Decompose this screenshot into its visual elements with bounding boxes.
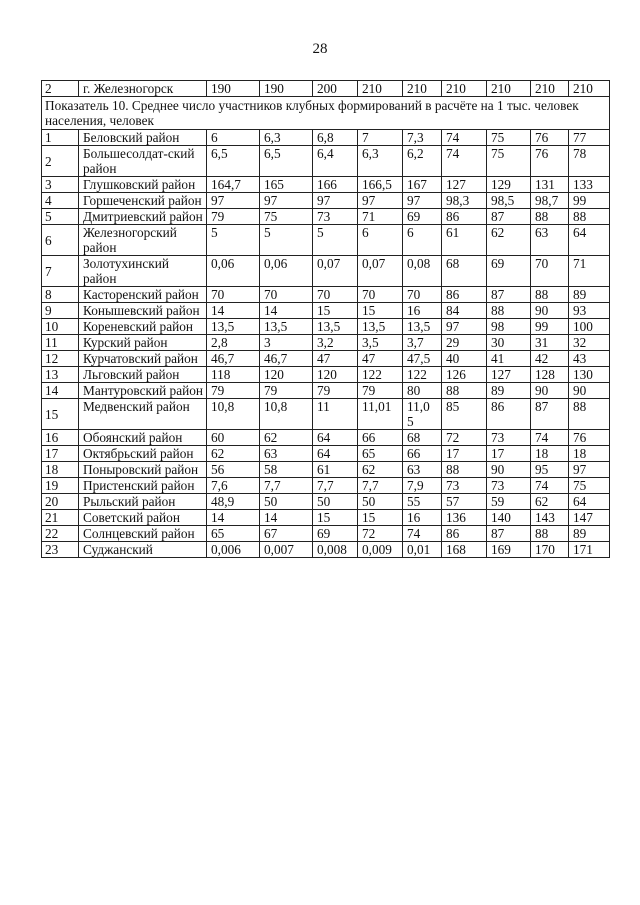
row-name: Курчатовский район	[79, 351, 207, 367]
cell-value: 32	[569, 335, 610, 351]
cell-value: 65	[358, 446, 403, 462]
cell-value: 64	[569, 225, 610, 256]
cell-value: 88	[569, 399, 610, 430]
cell-value: 130	[569, 367, 610, 383]
cell-value: 13,5	[358, 319, 403, 335]
cell-value: 14	[260, 510, 313, 526]
row-name: г. Железногорск	[79, 81, 207, 97]
cell-value: 72	[442, 430, 487, 446]
cell-value: 86	[487, 399, 531, 430]
row-name: Советский район	[79, 510, 207, 526]
cell-value: 88	[531, 287, 569, 303]
cell-value: 48,9	[207, 494, 260, 510]
row-name: Большесолдат-ский район	[79, 146, 207, 177]
cell-value: 171	[569, 542, 610, 558]
cell-value: 170	[531, 542, 569, 558]
cell-value: 164,7	[207, 177, 260, 193]
row-index: 21	[42, 510, 79, 526]
cell-value: 15	[358, 303, 403, 319]
table-row	[42, 193, 610, 209]
cell-value: 0,07	[358, 256, 403, 287]
cell-value: 126	[442, 367, 487, 383]
table-row	[42, 383, 610, 399]
cell-value: 59	[487, 494, 531, 510]
cell-value: 7	[358, 130, 403, 146]
cell-value: 74	[442, 130, 487, 146]
cell-value: 210	[403, 81, 442, 97]
cell-value: 98,7	[531, 193, 569, 209]
table-row	[42, 430, 610, 446]
cell-value: 62	[487, 225, 531, 256]
cell-value: 86	[442, 287, 487, 303]
cell-value: 6,5	[207, 146, 260, 177]
cell-value: 79	[207, 209, 260, 225]
row-name: Поныровский район	[79, 462, 207, 478]
cell-value: 58	[260, 462, 313, 478]
table-row	[42, 351, 610, 367]
cell-value: 6,4	[313, 146, 358, 177]
row-index: 17	[42, 446, 79, 462]
cell-value: 99	[531, 319, 569, 335]
table-row	[42, 526, 610, 542]
cell-value: 84	[442, 303, 487, 319]
table-row	[42, 177, 610, 193]
cell-value: 72	[358, 526, 403, 542]
cell-value: 85	[442, 399, 487, 430]
section-header-row	[42, 97, 610, 130]
table-row	[42, 399, 610, 430]
row-index: 23	[42, 542, 79, 558]
table-row	[42, 209, 610, 225]
cell-value: 7,6	[207, 478, 260, 494]
cell-value: 47	[358, 351, 403, 367]
table-row	[42, 478, 610, 494]
page-number: 28	[312, 41, 328, 57]
cell-value: 98,3	[442, 193, 487, 209]
cell-value: 71	[358, 209, 403, 225]
cell-value: 69	[487, 256, 531, 287]
cell-value: 65	[207, 526, 260, 542]
cell-value: 30	[487, 335, 531, 351]
cell-value: 88	[487, 303, 531, 319]
cell-value: 200	[313, 81, 358, 97]
cell-value: 13,5	[260, 319, 313, 335]
row-name: Горшеченский район	[79, 193, 207, 209]
cell-value: 131	[531, 177, 569, 193]
cell-value: 17	[442, 446, 487, 462]
cell-value: 97	[207, 193, 260, 209]
cell-value: 74	[531, 430, 569, 446]
cell-value: 0,006	[207, 542, 260, 558]
row-name: Пристенский район	[79, 478, 207, 494]
table-row	[42, 303, 610, 319]
cell-value: 169	[487, 542, 531, 558]
cell-value: 70	[403, 287, 442, 303]
row-index: 19	[42, 478, 79, 494]
cell-value: 6	[403, 225, 442, 256]
cell-value: 69	[313, 526, 358, 542]
cell-value: 7,7	[260, 478, 313, 494]
cell-value: 3,2	[313, 335, 358, 351]
section-title: Показатель 10. Среднее число участников клубных формирований в расчёте на 1 тыс. человек населения, человек	[42, 97, 610, 130]
cell-value: 166	[313, 177, 358, 193]
cell-value: 6,2	[403, 146, 442, 177]
row-index: 10	[42, 319, 79, 335]
table-row	[42, 462, 610, 478]
cell-value: 41	[487, 351, 531, 367]
cell-value: 5	[260, 225, 313, 256]
cell-value: 57	[442, 494, 487, 510]
cell-value: 90	[531, 383, 569, 399]
row-index: 18	[42, 462, 79, 478]
table-row-prev	[42, 81, 610, 97]
cell-value: 64	[313, 446, 358, 462]
row-name: Кореневский район	[79, 319, 207, 335]
cell-value: 122	[358, 367, 403, 383]
cell-value: 2,8	[207, 335, 260, 351]
indicator-table	[41, 80, 610, 558]
cell-value: 47,5	[403, 351, 442, 367]
cell-value: 73	[313, 209, 358, 225]
cell-value: 3	[260, 335, 313, 351]
cell-value: 70	[313, 287, 358, 303]
row-name: Медвенский район	[79, 399, 207, 430]
table-row	[42, 319, 610, 335]
cell-value: 97	[260, 193, 313, 209]
cell-value: 7,7	[313, 478, 358, 494]
row-index: 15	[42, 399, 79, 430]
row-index: 13	[42, 367, 79, 383]
cell-value: 90	[569, 383, 610, 399]
row-name: Беловский район	[79, 130, 207, 146]
cell-value: 133	[569, 177, 610, 193]
cell-value: 29	[442, 335, 487, 351]
cell-value: 50	[358, 494, 403, 510]
row-name: Глушковский район	[79, 177, 207, 193]
cell-value: 6	[207, 130, 260, 146]
cell-value: 47	[313, 351, 358, 367]
cell-value: 5	[207, 225, 260, 256]
cell-value: 75	[487, 146, 531, 177]
cell-value: 122	[403, 367, 442, 383]
cell-value: 62	[260, 430, 313, 446]
cell-value: 87	[487, 209, 531, 225]
cell-value: 129	[487, 177, 531, 193]
cell-value: 68	[442, 256, 487, 287]
row-name: Курский район	[79, 335, 207, 351]
cell-value: 31	[531, 335, 569, 351]
row-name: Золотухинский район	[79, 256, 207, 287]
cell-value: 89	[487, 383, 531, 399]
cell-value: 7,3	[403, 130, 442, 146]
table-row	[42, 287, 610, 303]
cell-value: 89	[569, 287, 610, 303]
cell-value: 87	[487, 287, 531, 303]
cell-value: 97	[313, 193, 358, 209]
cell-value: 56	[207, 462, 260, 478]
cell-value: 62	[207, 446, 260, 462]
cell-value: 50	[260, 494, 313, 510]
cell-value: 76	[531, 130, 569, 146]
cell-value: 11	[313, 399, 358, 430]
cell-value: 62	[358, 462, 403, 478]
cell-value: 0,007	[260, 542, 313, 558]
cell-value: 98	[487, 319, 531, 335]
cell-value: 50	[313, 494, 358, 510]
cell-value: 63	[403, 462, 442, 478]
cell-value: 79	[358, 383, 403, 399]
row-name: Конышевский район	[79, 303, 207, 319]
cell-value: 74	[531, 478, 569, 494]
table-row	[42, 225, 610, 256]
cell-value: 128	[531, 367, 569, 383]
cell-value: 73	[487, 478, 531, 494]
cell-value: 165	[260, 177, 313, 193]
row-index: 11	[42, 335, 79, 351]
cell-value: 95	[531, 462, 569, 478]
cell-value: 80	[403, 383, 442, 399]
cell-value: 88	[569, 209, 610, 225]
cell-value: 14	[207, 303, 260, 319]
row-index: 20	[42, 494, 79, 510]
cell-value: 10,8	[207, 399, 260, 430]
cell-value: 88	[531, 526, 569, 542]
cell-value: 74	[442, 146, 487, 177]
cell-value: 55	[403, 494, 442, 510]
row-index: 3	[42, 177, 79, 193]
cell-value: 13,5	[313, 319, 358, 335]
cell-value: 66	[403, 446, 442, 462]
cell-value: 76	[531, 146, 569, 177]
cell-value: 88	[442, 383, 487, 399]
cell-value: 40	[442, 351, 487, 367]
row-name: Обоянский район	[79, 430, 207, 446]
cell-value: 79	[313, 383, 358, 399]
row-name: Дмитриевский район	[79, 209, 207, 225]
cell-value: 0,01	[403, 542, 442, 558]
table-row	[42, 335, 610, 351]
cell-value: 78	[569, 146, 610, 177]
cell-value: 6,5	[260, 146, 313, 177]
cell-value: 43	[569, 351, 610, 367]
cell-value: 11,0 5	[403, 399, 442, 430]
cell-value: 190	[260, 81, 313, 97]
cell-value: 76	[569, 430, 610, 446]
cell-value: 64	[569, 494, 610, 510]
row-index: 16	[42, 430, 79, 446]
cell-value: 90	[531, 303, 569, 319]
row-name: Октябрьский район	[79, 446, 207, 462]
cell-value: 0,008	[313, 542, 358, 558]
cell-value: 18	[569, 446, 610, 462]
row-name: Солнцевский район	[79, 526, 207, 542]
cell-value: 77	[569, 130, 610, 146]
row-index: 7	[42, 256, 79, 287]
row-name: Мантуровский район	[79, 383, 207, 399]
cell-value: 71	[569, 256, 610, 287]
cell-value: 66	[358, 430, 403, 446]
cell-value: 0,009	[358, 542, 403, 558]
cell-value: 63	[260, 446, 313, 462]
row-index: 2	[42, 146, 79, 177]
cell-value: 98,5	[487, 193, 531, 209]
cell-value: 73	[442, 478, 487, 494]
table-row	[42, 494, 610, 510]
cell-value: 73	[487, 430, 531, 446]
cell-value: 86	[442, 526, 487, 542]
table-row	[42, 367, 610, 383]
cell-value: 15	[313, 303, 358, 319]
table-row	[42, 130, 610, 146]
table-row	[42, 146, 610, 177]
table-row	[42, 256, 610, 287]
cell-value: 68	[403, 430, 442, 446]
cell-value: 210	[531, 81, 569, 97]
cell-value: 5	[313, 225, 358, 256]
row-name: Суджанский	[79, 542, 207, 558]
cell-value: 79	[260, 383, 313, 399]
cell-value: 13,5	[207, 319, 260, 335]
cell-value: 14	[207, 510, 260, 526]
row-index: 9	[42, 303, 79, 319]
cell-value: 70	[207, 287, 260, 303]
cell-value: 127	[442, 177, 487, 193]
cell-value: 167	[403, 177, 442, 193]
cell-value: 143	[531, 510, 569, 526]
row-index: 2	[42, 81, 79, 97]
cell-value: 75	[260, 209, 313, 225]
cell-value: 99	[569, 193, 610, 209]
cell-value: 67	[260, 526, 313, 542]
cell-value: 140	[487, 510, 531, 526]
cell-value: 190	[207, 81, 260, 97]
cell-value: 100	[569, 319, 610, 335]
cell-value: 17	[487, 446, 531, 462]
table-row	[42, 542, 610, 558]
row-index: 1	[42, 130, 79, 146]
cell-value: 79	[207, 383, 260, 399]
row-index: 14	[42, 383, 79, 399]
cell-value: 0,07	[313, 256, 358, 287]
cell-value: 42	[531, 351, 569, 367]
cell-value: 69	[403, 209, 442, 225]
cell-value: 147	[569, 510, 610, 526]
cell-value: 14	[260, 303, 313, 319]
cell-value: 97	[442, 319, 487, 335]
cell-value: 0,06	[207, 256, 260, 287]
cell-value: 90	[487, 462, 531, 478]
cell-value: 97	[403, 193, 442, 209]
table-row	[42, 446, 610, 462]
cell-value: 6,3	[358, 146, 403, 177]
cell-value: 61	[442, 225, 487, 256]
cell-value: 166,5	[358, 177, 403, 193]
cell-value: 88	[531, 209, 569, 225]
cell-value: 127	[487, 367, 531, 383]
table-row	[42, 510, 610, 526]
cell-value: 210	[358, 81, 403, 97]
row-index: 8	[42, 287, 79, 303]
cell-value: 75	[487, 130, 531, 146]
cell-value: 16	[403, 510, 442, 526]
cell-value: 3,7	[403, 335, 442, 351]
cell-value: 6,8	[313, 130, 358, 146]
cell-value: 97	[569, 462, 610, 478]
cell-value: 13,5	[403, 319, 442, 335]
cell-value: 15	[313, 510, 358, 526]
cell-value: 70	[358, 287, 403, 303]
cell-value: 210	[442, 81, 487, 97]
cell-value: 15	[358, 510, 403, 526]
cell-value: 118	[207, 367, 260, 383]
cell-value: 86	[442, 209, 487, 225]
row-index: 5	[42, 209, 79, 225]
cell-value: 97	[358, 193, 403, 209]
row-name: Касторенский район	[79, 287, 207, 303]
cell-value: 60	[207, 430, 260, 446]
cell-value: 74	[403, 526, 442, 542]
cell-value: 63	[531, 225, 569, 256]
cell-value: 3,5	[358, 335, 403, 351]
row-index: 6	[42, 225, 79, 256]
cell-value: 168	[442, 542, 487, 558]
cell-value: 75	[569, 478, 610, 494]
cell-value: 64	[313, 430, 358, 446]
cell-value: 136	[442, 510, 487, 526]
cell-value: 210	[569, 81, 610, 97]
row-index: 4	[42, 193, 79, 209]
row-name: Железногорский район	[79, 225, 207, 256]
cell-value: 0,06	[260, 256, 313, 287]
row-name: Льговский район	[79, 367, 207, 383]
cell-value: 0,08	[403, 256, 442, 287]
cell-value: 87	[487, 526, 531, 542]
cell-value: 62	[531, 494, 569, 510]
row-name: Рыльский район	[79, 494, 207, 510]
row-index: 12	[42, 351, 79, 367]
row-index: 22	[42, 526, 79, 542]
table-body	[42, 81, 610, 558]
cell-value: 11,01	[358, 399, 403, 430]
cell-value: 61	[313, 462, 358, 478]
cell-value: 210	[487, 81, 531, 97]
cell-value: 70	[531, 256, 569, 287]
cell-value: 89	[569, 526, 610, 542]
cell-value: 93	[569, 303, 610, 319]
cell-value: 120	[313, 367, 358, 383]
cell-value: 46,7	[260, 351, 313, 367]
cell-value: 16	[403, 303, 442, 319]
cell-value: 6	[358, 225, 403, 256]
cell-value: 7,9	[403, 478, 442, 494]
cell-value: 46,7	[207, 351, 260, 367]
cell-value: 70	[260, 287, 313, 303]
cell-value: 7,7	[358, 478, 403, 494]
cell-value: 87	[531, 399, 569, 430]
cell-value: 6,3	[260, 130, 313, 146]
cell-value: 18	[531, 446, 569, 462]
cell-value: 88	[442, 462, 487, 478]
cell-value: 120	[260, 367, 313, 383]
cell-value: 10,8	[260, 399, 313, 430]
